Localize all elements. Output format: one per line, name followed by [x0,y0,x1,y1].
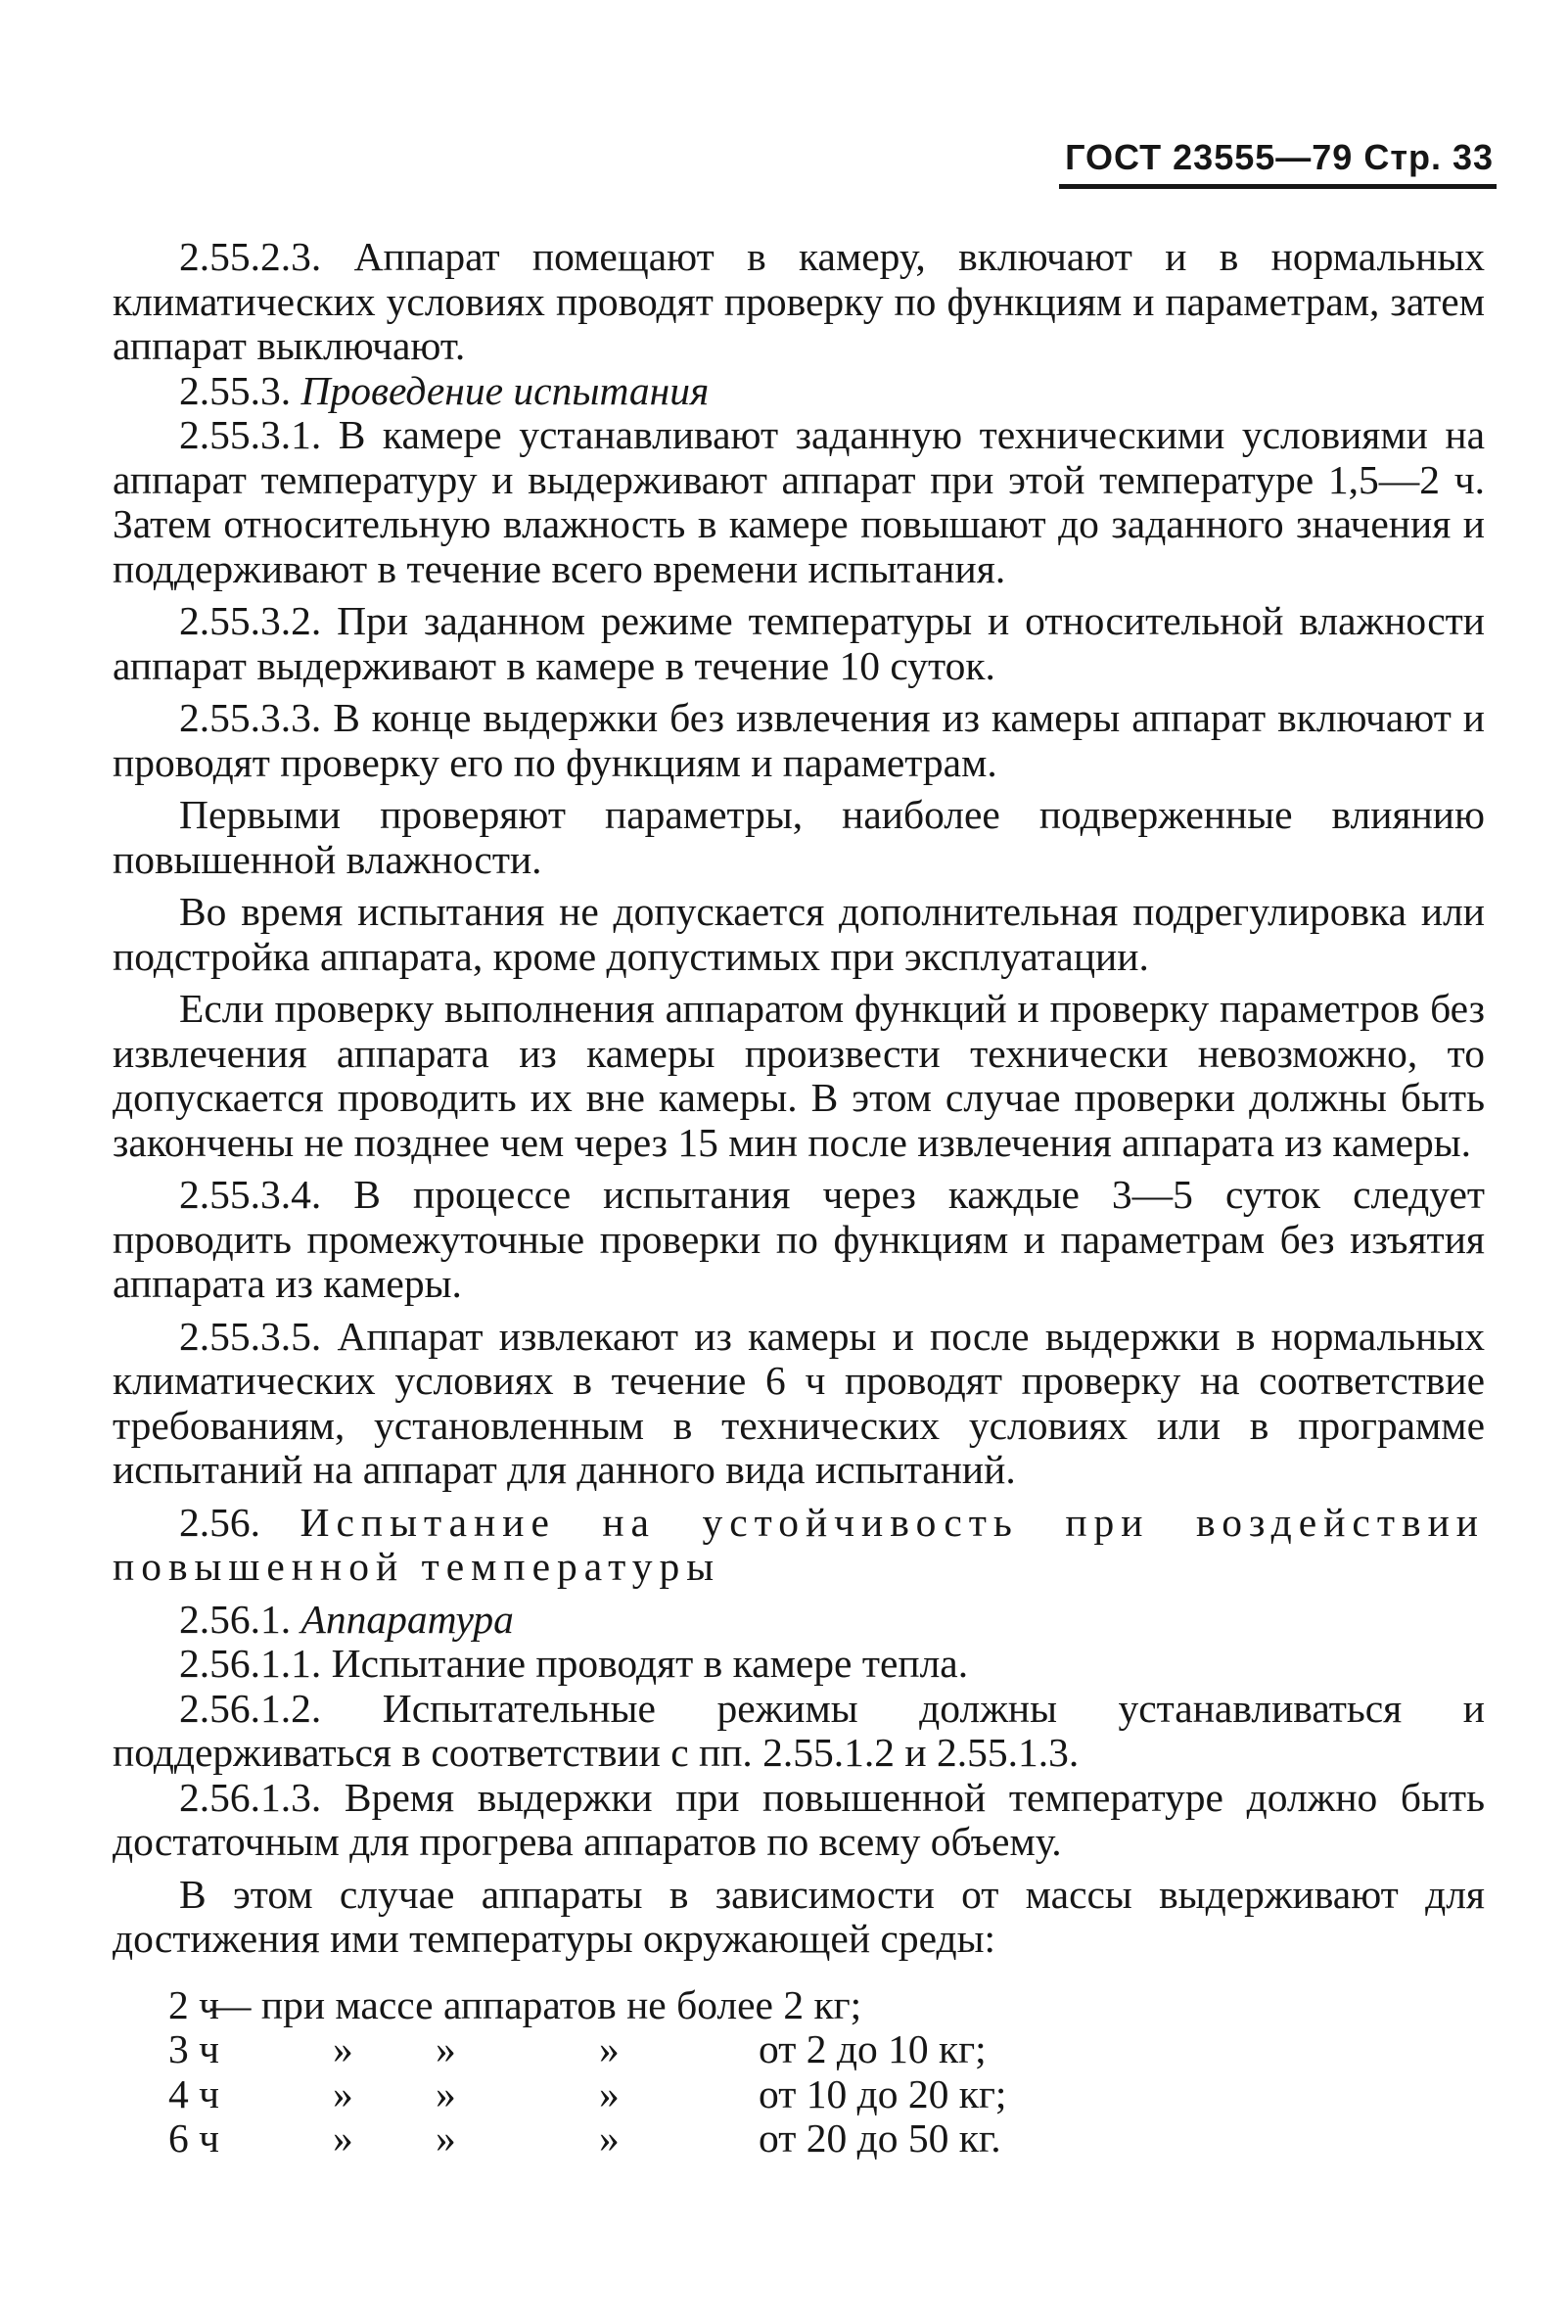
ditto-mark: » [599,2070,620,2116]
paragraph-first-checks: Первыми проверяют параметры, наиболее подверженные влиянию повышенной влажности. [113,792,1485,882]
paragraph-2-55-3-3: 2.55.3.3. В конце выдержки без извлечения из камеры аппарат включают и проводят проверку его по функциям и параметрам. [113,695,1485,785]
hours-value: 3 ч [168,2026,219,2071]
mass-range: от 2 до 10 кг; [759,2026,987,2071]
doc-code: ГОСТ 23555—79 [1065,137,1354,177]
paragraph-2-55-3-2: 2.55.3.2. При заданном режиме температуры и относительной влажности аппарат выдерживают в камере в течение 10 суток. [113,598,1485,688]
page-label: Стр. 33 [1363,137,1494,177]
ditto-mark: » [333,2070,353,2116]
paragraph-2-55-3-4: 2.55.3.4. В процессе испытания через каждые 3—5 суток следует проводить промежуточные проверки по функциям и параметрам без изъятия аппарата из камеры. [113,1172,1485,1306]
list-item [113,2116,1485,2161]
section-title: Испытание на устойчивость при воздействии повышенной температуры [113,1499,1485,1589]
hours-value: 2 ч [168,1981,219,2027]
section-number: 2.55.3. [179,367,301,413]
paragraph-no-adjustment: Во время испытания не допускается дополнительная подрегулировка или подстройка аппарата, кроме допустимых при эксплуатации. [113,889,1485,979]
section-heading-2-56 [113,1501,1485,1590]
section-heading-2-56-1 [113,1598,1485,1643]
section-title: Проведение испытания [300,367,710,413]
paragraph-2-56-1-1: 2.56.1.1. Испытание проводят в камере тепла. [179,1641,969,1686]
mass-condition: — при массе аппаратов не более 2 кг; [210,1981,862,2027]
header-rule [1059,184,1497,189]
paragraph-2-56-1-2: 2.56.1.2. Испытательные режимы должны устанавливаться и поддерживаться в соответствии с пп. 2.55.1.2 и 2.55.1.3. [113,1685,1485,1775]
ditto-mark: » [436,2115,456,2161]
hours-value: 4 ч [168,2070,219,2116]
paragraph-outside-check: Если проверку выполнения аппаратом функций и проверку параметров без извлечения аппарата из камеры произвести технически невозможно, то допускается проводить их вне камеры. В этом случае проверки должны быть закончены не позднее чем через 15 мин после извлечения аппарата из камеры. [113,986,1485,1165]
paragraph-2-56-1-3: 2.56.1.3. Время выдержки при повышенной температуре должно быть достаточным для прогрева аппаратов по всему объему. [113,1774,1485,1864]
ditto-mark: » [333,2026,353,2071]
ditto-mark: » [436,2026,456,2071]
paragraph-2-55-2-3: 2.55.2.3. Аппарат помещают в камеру, включают и в нормальных климатических условиях проводят проверку по функциям и параметрам, затем аппарат выключают. [113,234,1485,368]
mass-duration-list [113,1983,1485,2161]
paragraph-2-55-3-1: 2.55.3.1. В камере устанавливают заданную техническими условиями на аппарат температуру и выдерживают аппарат при этой температуре 1,5—2 ч. Затем относительную влажность в камере повышают до заданного значения и поддерживают в течение всего времени испытания. [113,412,1485,591]
list-item [113,1983,1485,2028]
section-heading-2-55-3 [113,369,1485,414]
hours-value: 6 ч [168,2115,219,2161]
document-body [113,235,1485,2161]
list-item [113,2027,1485,2072]
ditto-mark: » [333,2115,353,2161]
paragraph-2-55-3-5: 2.55.3.5. Аппарат извлекают из камеры и после выдержки в нормальных климатических условиях в течение 6 ч проводят проверку на соответствие требованиям, установленным в технических условиях или в программе испытаний на аппарат для данного вида испытаний. [113,1313,1485,1492]
section-title: Аппаратура [300,1596,514,1642]
list-item [113,2072,1485,2117]
ditto-mark: » [599,2115,620,2161]
ditto-mark: » [436,2070,456,2116]
paragraph-mass-intro: В этом случае аппараты в зависимости от массы выдерживают для достижения ими температуры окружающей среды: [113,1871,1485,1961]
mass-range: от 10 до 20 кг; [759,2070,1007,2116]
section-number: 2.56.1. [179,1596,301,1642]
page-header [1065,137,1494,178]
mass-range: от 20 до 50 кг. [759,2115,1001,2161]
ditto-mark: » [599,2026,620,2071]
section-number: 2.56. [179,1499,300,1545]
